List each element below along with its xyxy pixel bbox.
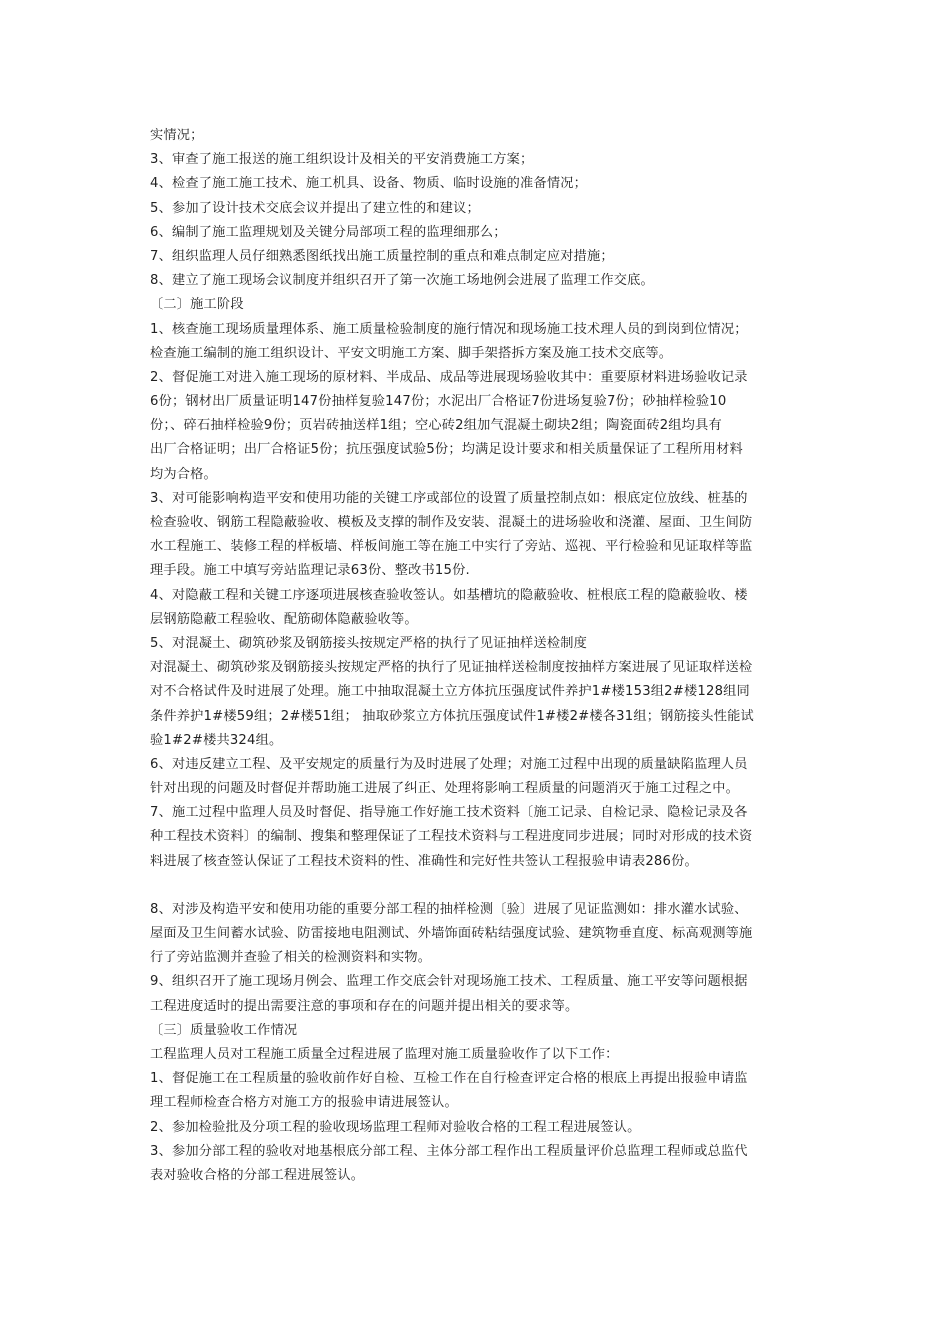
text-line: 4、对隐蔽工程和关键工序逐项进展核查验收签认。如基槽坑的隐蔽验收、桩根底工程的隐蔽验收、楼 bbox=[150, 587, 748, 603]
text-line: 屋面及卫生间蓄水试验、防雷接地电阻测试、外墙饰面砖粘结强度试验、建筑物垂直度、标高观测等施 bbox=[150, 926, 753, 941]
text-line: 2、参加检验批及分项工程的验收现场监理工程师对验收合格的工程工程进展签认。 bbox=[150, 1119, 641, 1135]
text-line: 9、组织召开了施工现场月例会、监理工作交底会针对现场施工技术、工程质量、施工平安等问题根据 bbox=[150, 974, 748, 990]
text-line: 3、参加分部工程的验收对地基根底分部工程、主体分部工程作出工程质量评价总监理工程师或总监代 bbox=[150, 1143, 748, 1159]
text-line: 行了旁站监测并查验了相关的检测资料和实物。 bbox=[150, 950, 432, 966]
text-line: 对混凝土、砌筑砂浆及钢筋接头按规定严格的执行了见证抽样送检制度按抽样方案进展了见证取样送检 bbox=[150, 660, 753, 676]
text-line: 检查验收、钢筋工程隐蔽验收、模板及支撑的制作及安装、混凝土的进场验收和浇灌、屋面、卫生间防 bbox=[150, 515, 753, 530]
text-line: 条件养护1#楼59组；2#楼51组； 抽取砂浆立方体抗压强度试件1#楼2#楼各31组；钢筋接头性能试 bbox=[150, 708, 754, 724]
text-line: 3、对可能影响构造平安和使用功能的关键工序或部位的设置了质量控制点如：根底定位放线、桩基的 bbox=[150, 490, 748, 506]
text-line: 水工程施工、装修工程的样板墙、样板间施工等在施工中实行了旁站、巡视、平行检验和见证取样等监 bbox=[150, 539, 753, 555]
text-line: 理手段。施工中填写旁站监理记录63份、整改书15份. bbox=[150, 563, 470, 579]
text-line: 出厂合格证明；出厂合格证5份；抗压强度试验5份；均满足设计要求和相关质量保证了工程所用材料 bbox=[150, 442, 743, 458]
text-line: 层钢筋隐蔽工程验收、配筋砌体隐蔽验收等。 bbox=[150, 611, 418, 627]
text-line: 3、审查了施工报送的施工组织设计及相关的平安消费施工方案； bbox=[150, 152, 534, 168]
text-line: 8、建立了施工现场会议制度并组织召开了第一次施工场地例会进展了监理工作交底。 bbox=[150, 273, 654, 289]
text-line: 5、对混凝土、砌筑砂浆及钢筋接头按规定严格的执行了见证抽样送检制度 bbox=[150, 635, 587, 651]
text-line: 8、对涉及构造平安和使用功能的重要分部工程的抽样检测〔验〕进展了见证监测如：排水灌水试验、 bbox=[150, 901, 748, 917]
text-line: 7、组织监理人员仔细熟悉图纸找出施工质量控制的重点和难点制定应对措施； bbox=[150, 248, 614, 264]
blank-line bbox=[150, 874, 800, 898]
text-line: 工程监理人员对工程施工质量全过程进展了监理对施工质量验收作了以下工作： bbox=[150, 1046, 619, 1062]
text-line: 〔三〕质量验收工作情况 bbox=[150, 1022, 298, 1038]
text-line: 6、编制了施工监理规划及关键分局部项工程的监理细那么； bbox=[150, 224, 507, 240]
text-line: 1、督促施工在工程质量的验收前作好自检、互检工作在自行检查评定合格的根底上再提出报验申请监 bbox=[150, 1071, 748, 1087]
text-line: 实情况； bbox=[150, 128, 204, 143]
text-line: 种工程技术资料〕的编制、搜集和整理保证了工程技术资料与工程进度同步进展；同时对形成的技术资 bbox=[150, 829, 753, 845]
text-line: 针对出现的问题及时督促并帮助施工进展了纠正、处理将影响工程质量的问题消灭于施工过程之中。 bbox=[150, 781, 740, 797]
text-line: 验1#2#楼共324组。 bbox=[150, 732, 283, 748]
document-body bbox=[150, 124, 800, 1188]
text-line: 对不合格试件及时进展了处理。施工中抽取混凝土立方体抗压强度试件养护1#楼153组2#楼128组同 bbox=[150, 684, 750, 700]
text-line: 份；、碎石抽样检验9份；页岩砖抽送样1组；空心砖2组加气混凝土砌块2组；陶瓷面砖2组均具有 bbox=[150, 418, 722, 434]
text-line: 工程进度适时的提出需要注意的事项和存在的问题并提出相关的要求等。 bbox=[150, 998, 579, 1014]
text-line: 均为合格。 bbox=[150, 466, 217, 482]
text-line: 2、督促施工对进入施工现场的原材料、半成品、成品等进展现场验收其中：重要原材料进场验收记录 bbox=[150, 369, 748, 385]
text-line: 4、检查了施工施工技术、施工机具、设备、物质、临时设施的准备情况； bbox=[150, 176, 587, 192]
text-line: 5、参加了设计技术交底会议并提出了建立性的和建议； bbox=[150, 200, 480, 216]
text-line: 6、对违反建立工程、及平安规定的质量行为及时进展了处理；对施工过程中出现的质量缺陷监理人员 bbox=[150, 756, 748, 772]
text-line: 料进展了核查签认保证了工程技术资料的性、准确性和完好性共签认工程报验申请表286份。 bbox=[150, 853, 698, 869]
text-line: 〔二〕施工阶段 bbox=[150, 297, 244, 313]
text-line: 1、核查施工现场质量理体系、施工质量检验制度的施行情况和现场施工技术理人员的到岗到位情况； bbox=[150, 321, 748, 337]
text-line: 理工程师检查合格方对施工方的报验申请进展签认。 bbox=[150, 1095, 458, 1111]
text-line: 表对验收合格的分部工程进展签认。 bbox=[150, 1167, 365, 1183]
text-line: 6份；钢材出厂质量证明147份抽样复验147份；水泥出厂合格证7份进场复验7份；砂抽样检验10 bbox=[150, 394, 727, 410]
text-line: 检查施工编制的施工组织设计、平安文明施工方案、脚手架搭拆方案及施工技术交底等。 bbox=[150, 345, 673, 361]
text-line: 7、施工过程中监理人员及时督促、指导施工作好施工技术资料〔施工记录、自检记录、隐检记录及各 bbox=[150, 805, 748, 821]
